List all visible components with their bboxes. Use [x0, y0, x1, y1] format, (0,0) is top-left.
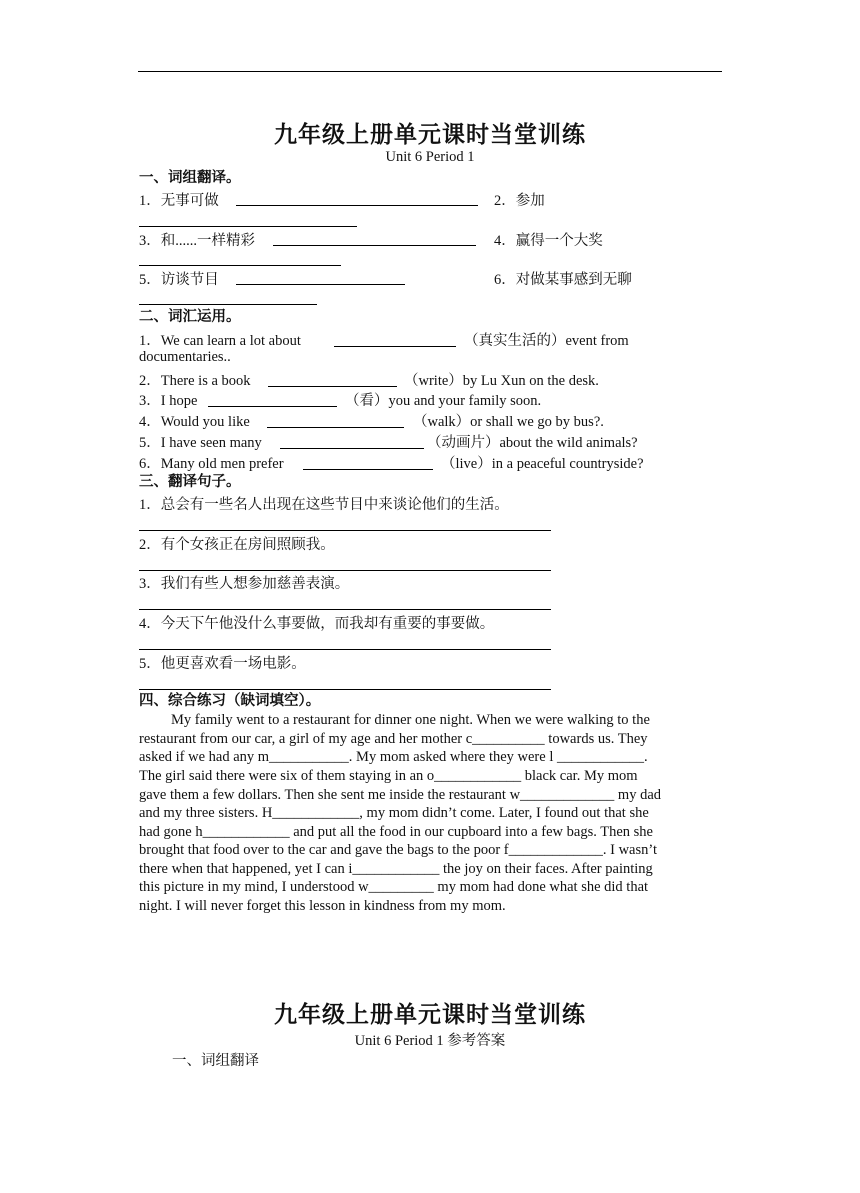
page-subtitle: Unit 6 Period 1: [385, 149, 475, 165]
s2-blank-2[interactable]: [268, 386, 397, 387]
s3-item-5: 5．他更喜欢看一场电影。: [139, 656, 306, 672]
header-rule: [138, 71, 722, 72]
s1-blank-3[interactable]: [273, 245, 476, 246]
s2-item-3-post: （看）you and your family soon.: [345, 393, 542, 409]
s1-item-6: 6．对做某事感到无聊: [494, 272, 632, 288]
section2-heading: 二、词汇运用。: [139, 309, 241, 325]
s2-item-2-pre: 2．There is a book: [139, 373, 251, 389]
section3-heading: 三、翻译句子。: [139, 474, 241, 490]
s2-item-5-pre: 5．I have seen many: [139, 435, 262, 451]
s2-blank-4[interactable]: [267, 427, 404, 428]
section1-heading: 一、词组翻译。: [139, 170, 241, 186]
s2-item-4-pre: 4．Would you like: [139, 414, 250, 430]
s2-item-1-post: （真实生活的）event from: [464, 333, 629, 349]
s3-answer-line-5[interactable]: [139, 689, 551, 690]
s2-item-4-post: （walk）or shall we go by bus?.: [413, 414, 604, 430]
s1-blank-6[interactable]: [139, 304, 317, 305]
cloze-line-5: gave them a few dollars. Then she sent me inside the restaurant w_____________ my dad: [139, 787, 662, 803]
cloze-line-6: and my three sisters. H____________, my mom didn’t come. Later, I found out that she: [139, 805, 649, 821]
cloze-line-7: had gone h____________ and put all the food in our cupboard into a few bags. Then she: [139, 824, 653, 840]
s3-item-4: 4．今天下午他没什么事要做，而我却有重要的事要做。: [139, 616, 495, 632]
s2-item-2-post: （write）by Lu Xun on the desk.: [404, 373, 599, 389]
s3-item-2: 2．有个女孩正在房间照顾我。: [139, 537, 335, 553]
cloze-line-2: restaurant from our car, a girl of my age and her mother c__________ towards us. They: [139, 731, 648, 747]
s1-blank-4[interactable]: [139, 265, 341, 266]
s3-item-3: 3．我们有些人想参加慈善表演。: [139, 576, 350, 592]
answer-title: 九年级上册单元课时当堂训练: [274, 1002, 586, 1027]
cloze-line-11: night. I will never forget this lesson in kindness from my mom.: [139, 898, 506, 914]
s2-item-5-post: （动画片）about the wild animals?: [427, 435, 638, 451]
s2-item-6-post: （live）in a peaceful countryside?: [441, 456, 644, 472]
s1-item-4: 4．赢得一个大奖: [494, 233, 603, 249]
s2-item-1-cont: documentaries..: [139, 349, 231, 365]
s3-item-1: 1．总会有一些名人出现在这些节目中来谈论他们的生活。: [139, 497, 509, 513]
s1-blank-1[interactable]: [236, 205, 478, 206]
s2-item-6-pre: 6．Many old men prefer: [139, 456, 284, 472]
cloze-line-3: asked if we had any m___________. My mom asked where they were l ____________.: [139, 749, 648, 765]
s2-item-1-pre: 1．We can learn a lot about: [139, 333, 301, 349]
s2-blank-5[interactable]: [280, 448, 424, 449]
s2-blank-3[interactable]: [208, 406, 337, 407]
s1-blank-2[interactable]: [139, 226, 357, 227]
s3-answer-line-2[interactable]: [139, 570, 551, 571]
s3-answer-line-3[interactable]: [139, 609, 551, 610]
s2-blank-1[interactable]: [334, 346, 456, 347]
s3-answer-line-1[interactable]: [139, 530, 551, 531]
s1-item-3: 3．和......一样精彩: [139, 233, 255, 249]
s2-item-3-pre: 3．I hope: [139, 393, 198, 409]
s1-item-2: 2．参加: [494, 193, 545, 209]
cloze-line-1: My family went to a restaurant for dinner one night. When we were walking to the: [171, 712, 650, 728]
answer-subtitle: Unit 6 Period 1 参考答案: [354, 1033, 506, 1049]
page-title: 九年级上册单元课时当堂训练: [274, 122, 586, 147]
cloze-line-10: this picture in my mind, I understood w_________ my mom had done what she did that: [139, 879, 649, 895]
s1-item-1: 1．无事可做: [139, 193, 219, 209]
s3-answer-line-4[interactable]: [139, 649, 551, 650]
cloze-line-9: there when that happened, yet I can i____________ the joy on their faces. After painting: [139, 861, 653, 877]
s2-blank-6[interactable]: [303, 469, 433, 470]
answer-section1-heading: 一、词组翻译: [172, 1053, 259, 1069]
s1-item-5: 5．访谈节目: [139, 272, 219, 288]
s1-blank-5[interactable]: [236, 284, 405, 285]
cloze-line-8: brought that food over to the car and gave the bags to the poor f_____________. I wasn’t: [139, 842, 657, 858]
cloze-line-4: The girl said there were six of them staying in an o____________ black car. My mom: [139, 768, 638, 784]
section4-heading: 四、综合练习（缺词填空）。: [139, 693, 321, 709]
